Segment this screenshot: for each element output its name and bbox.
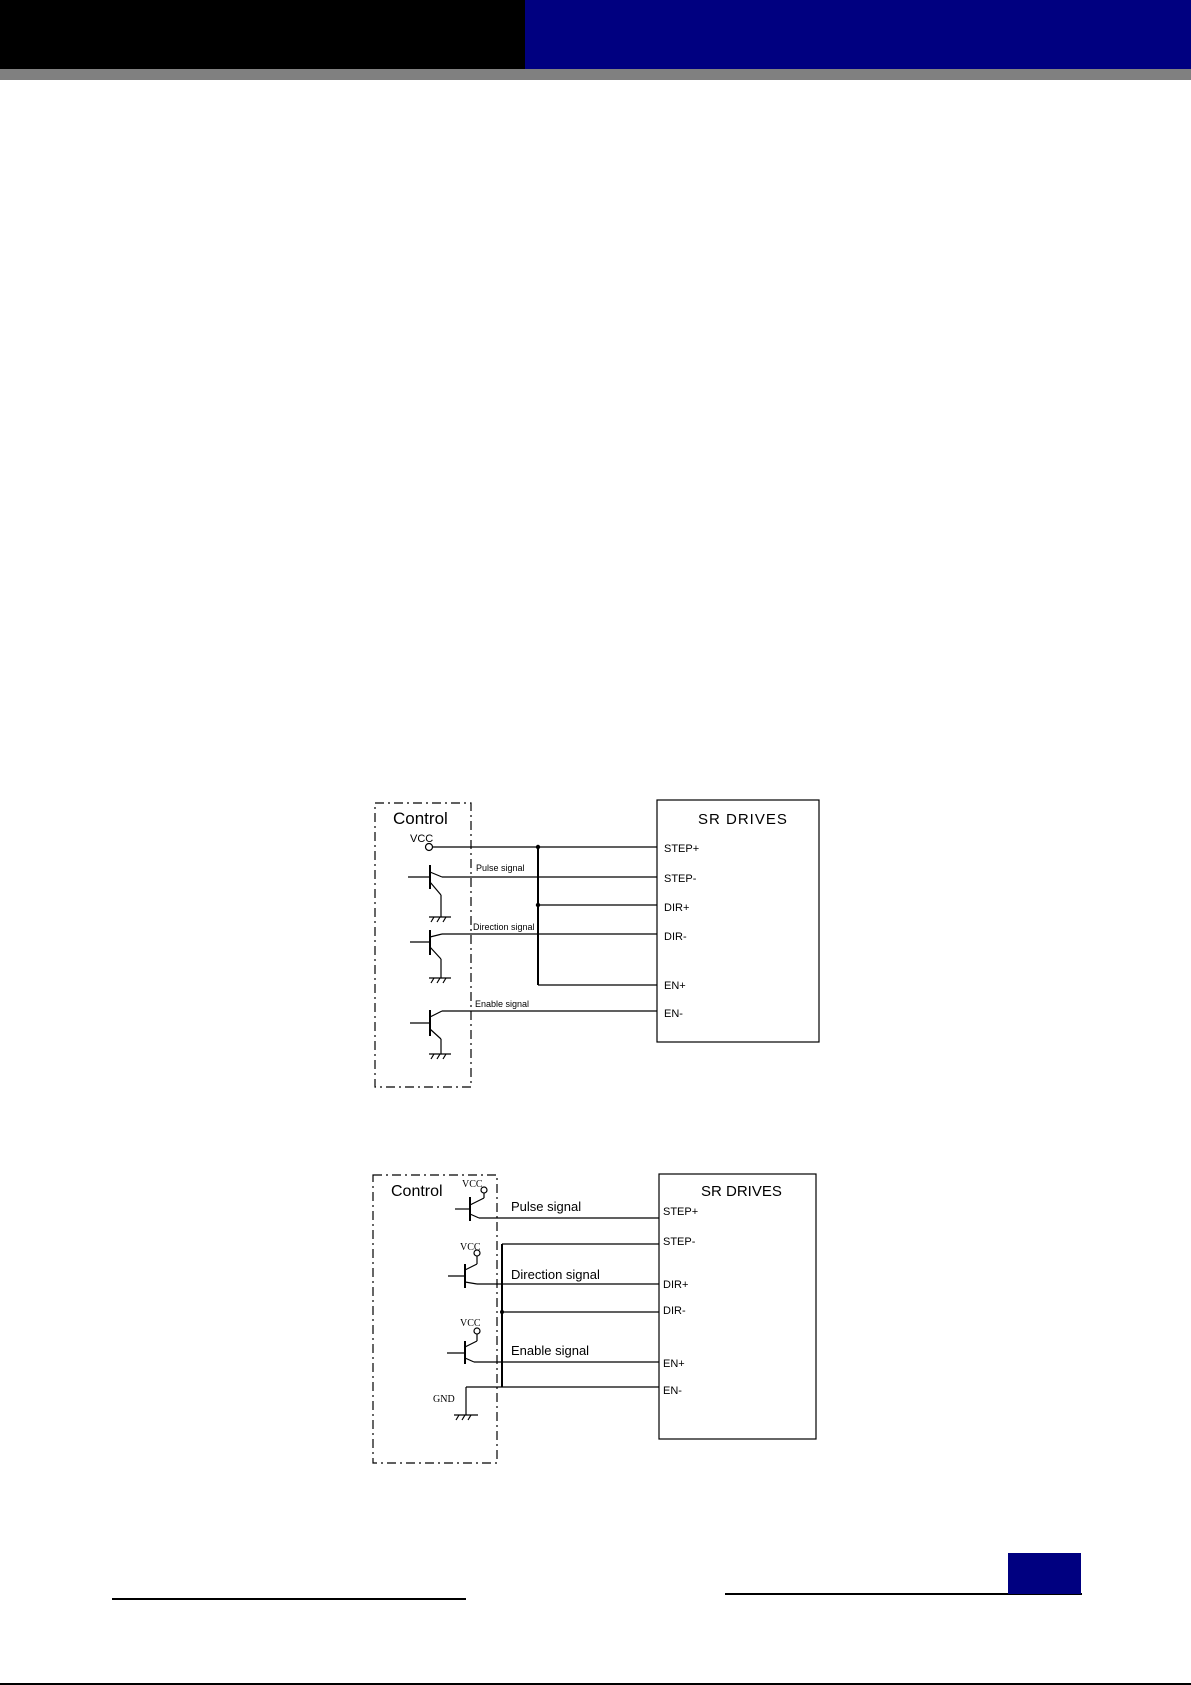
diagram2-direction-signal-label: Direction signal: [511, 1267, 600, 1282]
diagram1-enable-signal-label: Enable signal: [475, 999, 530, 1009]
diagram1-drive-title: SR DRIVES: [698, 811, 788, 828]
diagram1-vcc-label: VCC: [410, 833, 434, 845]
diagram2-terminal-en-plus: EN+: [663, 1358, 685, 1370]
diagram1-terminal-dir-plus: DIR+: [664, 902, 690, 914]
diagram2-pulse-signal-label: Pulse signal: [511, 1199, 582, 1214]
diagram2-terminal-dir-plus: DIR+: [663, 1279, 689, 1291]
diagram1-terminal-step-plus: STEP+: [664, 843, 700, 855]
diagram1-direction-signal-label: Direction signal: [473, 922, 535, 932]
diagram1-terminal-step-minus: STEP-: [664, 873, 697, 885]
diagram1-control-box: [375, 803, 471, 1087]
diagram2-terminal-dir-minus: DIR-: [663, 1305, 686, 1317]
diagram2-terminal-step-minus: STEP-: [663, 1236, 696, 1248]
diagram1-control-label: Control: [393, 809, 448, 828]
diagram1-drive-box: [657, 800, 819, 1042]
diagram1-pulse-transistor: [408, 865, 657, 922]
diagram2-vcc-label-1: VCC: [462, 1179, 483, 1190]
diagram1-terminal-en-minus: EN-: [664, 1008, 683, 1020]
diagram2-terminal-en-minus: EN-: [663, 1385, 682, 1397]
diagram1-terminal-dir-minus: DIR-: [664, 931, 687, 943]
diagram1-enable-transistor: [410, 1010, 657, 1059]
diagram1-pulse-signal-label: Pulse signal: [476, 863, 525, 873]
diagram2-terminal-step-plus: STEP+: [663, 1206, 699, 1218]
diagram2-gnd-label: GND: [433, 1394, 455, 1405]
diagram2-enable-signal-label: Enable signal: [511, 1343, 590, 1358]
diagram2-vcc-label-2: VCC: [460, 1242, 481, 1253]
page-number-badge: [1008, 1553, 1081, 1594]
diagram1-common-anode: [375, 800, 819, 1087]
diagram2-drive-title: SR DRIVES: [701, 1183, 782, 1200]
diagram2-vcc-label-3: VCC: [460, 1318, 481, 1329]
diagram2-common-cathode: [373, 1174, 816, 1463]
footer-rule-left: [112, 1598, 466, 1600]
diagram1-terminal-en-plus: EN+: [664, 980, 686, 992]
diagram2-control-label: Control: [391, 1183, 443, 1200]
diagram1-direction-transistor: [410, 930, 657, 983]
